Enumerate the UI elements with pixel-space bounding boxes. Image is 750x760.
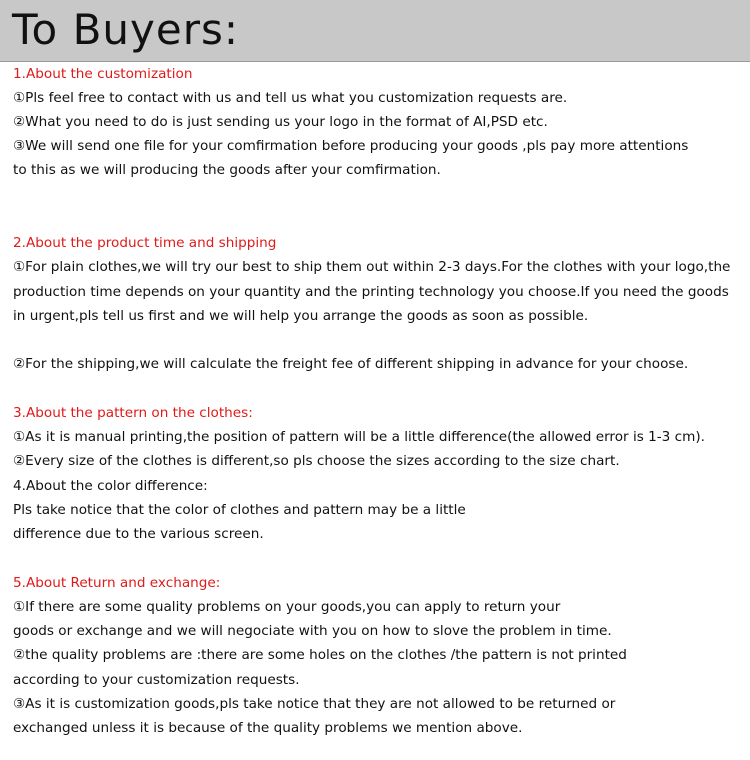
section-heading-production-shipping: 2.About the product time and shipping xyxy=(13,235,277,251)
production-item-1-cont2: in urgent,pls tell us first and we will help you arrange the goods as soon as possible. xyxy=(13,308,589,324)
customization-item-3-cont: to this as we will producing the goods after your comfirmation. xyxy=(13,162,441,178)
pattern-item-2: ②Every size of the clothes is different,so pls choose the sizes according to the size chart. xyxy=(13,453,620,469)
section-heading-pattern: 3.About the pattern on the clothes: xyxy=(13,405,253,421)
section-heading-customization: 1.About the customization xyxy=(13,66,193,82)
customization-item-2: ②What you need to do is just sending us your logo in the format of AI,PSD etc. xyxy=(13,114,548,130)
customization-item-1: ①Pls feel free to contact with us and tell us what you customization requests are. xyxy=(13,90,568,106)
return-item-2: ②the quality problems are :there are some holes on the clothes /the pattern is not printed xyxy=(13,647,627,663)
color-item-1-cont: difference due to the various screen. xyxy=(13,526,264,542)
return-item-3: ③As it is customization goods,pls take notice that they are not allowed to be returned or xyxy=(13,696,616,712)
page-title: To Buyers: xyxy=(12,5,239,54)
color-item-1: Pls take notice that the color of clothes and pattern may be a little xyxy=(13,502,466,518)
production-item-1-cont: production time depends on your quantity and the printing technology you choose.If you need the goods xyxy=(13,284,729,300)
section-heading-color: 4.About the color difference: xyxy=(13,478,208,494)
return-item-1-cont: goods or exchange and we will negociate with you on how to slove the problem in time. xyxy=(13,623,612,639)
return-item-3-cont: exchanged unless it is because of the quality problems we mention above. xyxy=(13,720,523,736)
customization-item-3: ③We will send one file for your comfirmation before producing your goods ,pls pay more attentions xyxy=(13,138,689,154)
return-item-2-cont: according to your customization requests. xyxy=(13,672,300,688)
title-banner xyxy=(0,0,750,62)
pattern-item-1: ①As it is manual printing,the position of pattern will be a little difference(the allowed error is 1-3 cm). xyxy=(13,429,705,445)
production-item-1: ①For plain clothes,we will try our best to ship them out within 2-3 days.For the clothes with your logo,the xyxy=(13,259,731,275)
section-heading-return-exchange: 5.About Return and exchange: xyxy=(13,575,221,591)
return-item-1: ①If there are some quality problems on your goods,you can apply to return your xyxy=(13,599,561,615)
shipping-item-2: ②For the shipping,we will calculate the freight fee of different shipping in advance for your choose. xyxy=(13,356,689,372)
